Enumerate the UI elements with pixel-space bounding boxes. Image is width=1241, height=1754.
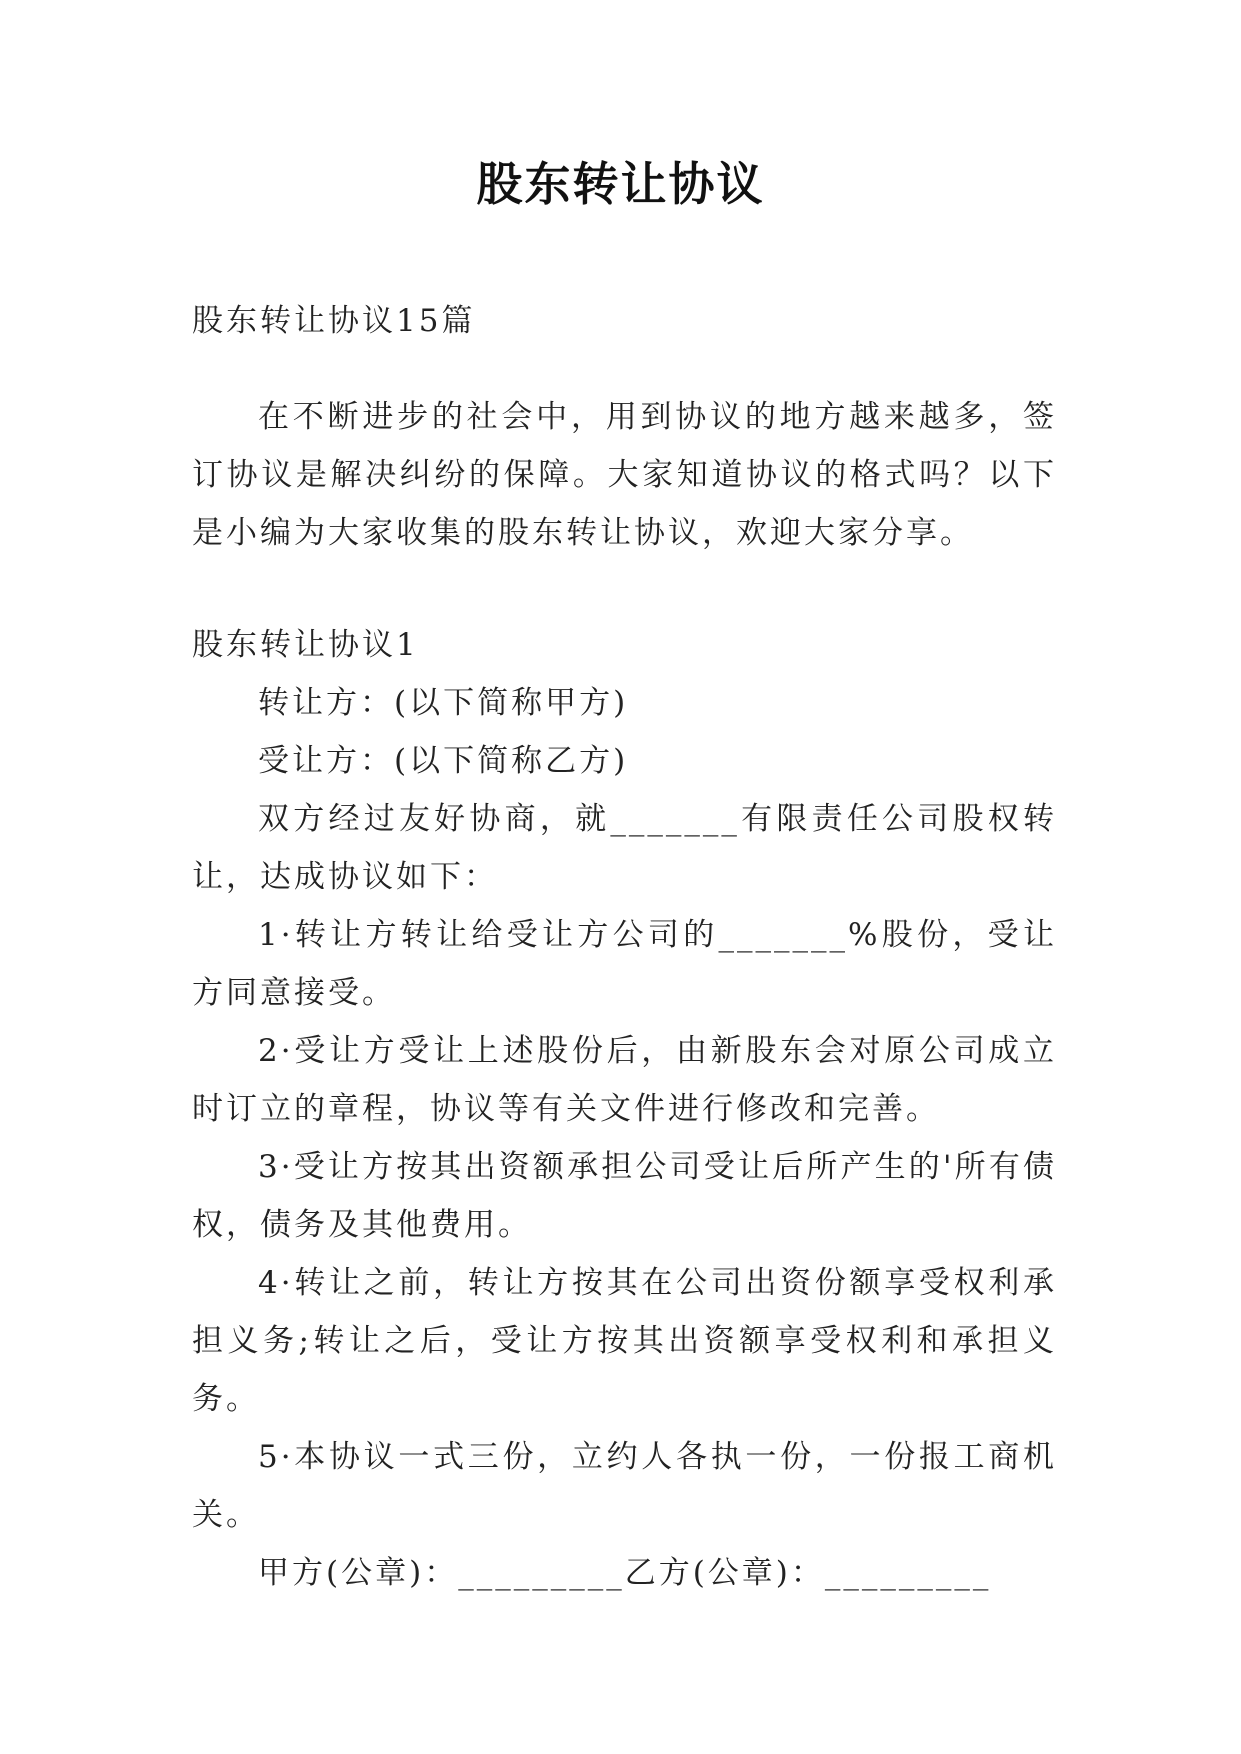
clause-4: 4·转让之前，转让方按其在公司出资份额享受权利承担义务;转让之后，受让方按其出资额享受权利和承担义务。: [192, 1265, 1057, 1417]
clause-5: 5·本协议一式三份，立约人各执一份，一份报工商机关。: [192, 1439, 1057, 1533]
document-title: 股东转让协议: [476, 157, 765, 211]
document-subtitle: 股东转让协议15篇: [192, 303, 476, 339]
intro-paragraph: 在不断进步的社会中，用到协议的地方越来越多，签订协议是解决纠纷的保障。大家知道协议的格式吗？以下是小编为大家收集的股东转让协议，欢迎大家分享。: [192, 399, 1057, 551]
transferee-line: 受让方：(以下简称乙方): [258, 743, 629, 779]
transferor-line: 转让方：(以下简称甲方): [258, 685, 629, 721]
clause-1: 1·转让方转让给受让方公司的_______%股份，受让方同意接受。: [192, 917, 1057, 1011]
clause-3: 3·受让方按其出资额承担公司受让后所产生的'所有债权，债务及其他费用。: [192, 1149, 1057, 1243]
signature-line: 甲方(公章)：_________乙方(公章)：_________: [258, 1555, 992, 1591]
section-heading: 股东转让协议1: [192, 627, 419, 663]
clause-2: 2·受让方受让上述股份后，由新股东会对原公司成立时订立的章程，协议等有关文件进行修改和完善。: [192, 1033, 1057, 1127]
document-body: [192, 292, 1057, 1602]
preamble-paragraph: 双方经过友好协商，就_______有限责任公司股权转让，达成协议如下：: [192, 801, 1057, 895]
